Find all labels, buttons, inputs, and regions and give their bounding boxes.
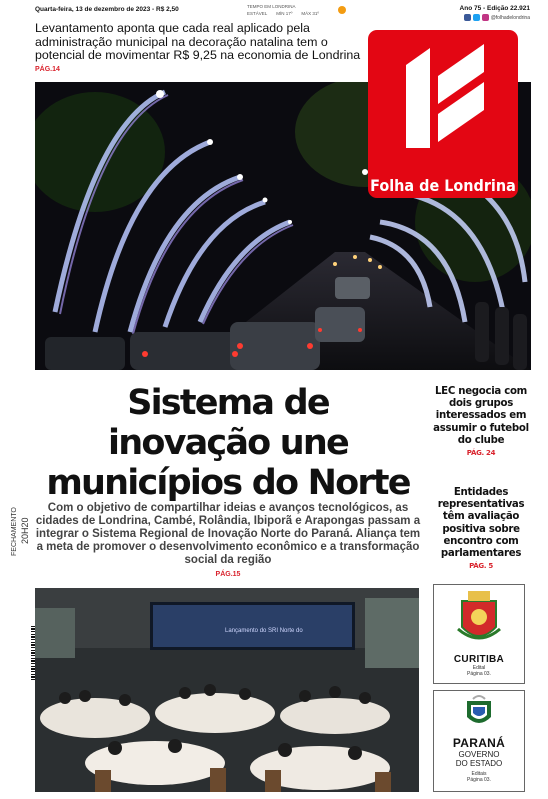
headline-line-1: Sistema de [127,383,329,423]
social-links [464,14,530,21]
ad-curitiba-name: CURITIBA [453,654,505,665]
ad-parana-line-2: Página 03. [467,777,491,783]
weather-max: MÁX 31º [301,11,320,16]
instagram-icon[interactable] [482,14,489,21]
weather-values [247,11,319,16]
edition-number: Ano 75 - Edição 22.921 [459,5,530,12]
weather-title: TEMPO EM LONDRINA [247,4,296,9]
headline-line-3: municípios do Norte [46,463,410,503]
parana-coat-of-arms-icon [459,695,499,731]
ad-parana-name: PARANÁ [452,736,506,750]
sun-icon [338,6,346,14]
weather-min: MÍN 17º [276,11,293,16]
top-teaser [35,22,365,76]
ad-parana-sub-1: GOVERNO [458,750,500,759]
folha-logo [368,30,518,198]
main-lede: Com o objetivo de compartilhar ideias e avanços tecnológicos, as cidades de Londrina, Cambé, Rolândia, Ibiporã e Arapongas passam a integrar o Sistema Regional de Inovação Norte do Paraná. Aliança tem a meta de promover o desenvolvimento econômico e a transformação social da região [35,502,421,567]
masthead-bar [35,4,530,20]
weather-condition: ESTÁVEL [247,11,268,16]
side-story-entidades[interactable] [432,487,530,572]
teaser-text: Levantamento aponta que cada real aplicado pela administração municipal na decoração natalina tem o potencial de movimentar R$ 9,25 na economia de Londrina [35,21,361,62]
facebook-icon[interactable] [464,14,471,21]
screen-text: Lançamento do SRI Norte do [225,628,303,634]
social-handle: @folhadelondrina [490,14,530,21]
ad-parana[interactable] [433,690,525,792]
date-price: Quarta-feira, 13 de dezembro de 2023 - R$ 2,50 [35,6,179,13]
twitter-icon[interactable] [473,14,480,21]
ad-parana-sub-2: DO ESTADO [455,759,503,768]
logo-mark-icon [368,30,518,180]
headline-line-2: inovação une [108,423,348,463]
ad-curitiba-line-1: Edital [472,665,486,671]
brand-name: Folha de Londrina [370,176,516,195]
closing-hour-value: 20H20 [20,517,30,544]
ad-parana-line-1: Editais [471,771,487,777]
side-story-page-ref: PÁG. 24 [466,449,496,458]
side-story-lec[interactable] [432,386,530,459]
closing-label: FECHAMENTO [11,507,18,556]
main-page-ref: PÁG.15 [215,571,241,578]
closing-time [11,507,18,556]
event-illustration [35,588,419,792]
teaser-page-ref: PÁG.14 [35,65,60,73]
weather-widget [247,4,367,20]
side-story-page-ref: PÁG. 5 [469,562,493,571]
side-story-text: Entidades representativas têm avaliação positiva sobre encontro com parlamentares [437,487,525,560]
main-headline[interactable] [35,383,421,503]
ad-curitiba-line-2: Página 03. [467,671,491,677]
side-story-text: LEC negocia com dois grupos interessados em assumir o futebol do clube [433,386,529,446]
curitiba-coat-of-arms-icon [454,589,504,649]
event-photo [35,588,419,792]
ad-curitiba[interactable] [433,584,525,684]
closing-hour [20,517,30,544]
